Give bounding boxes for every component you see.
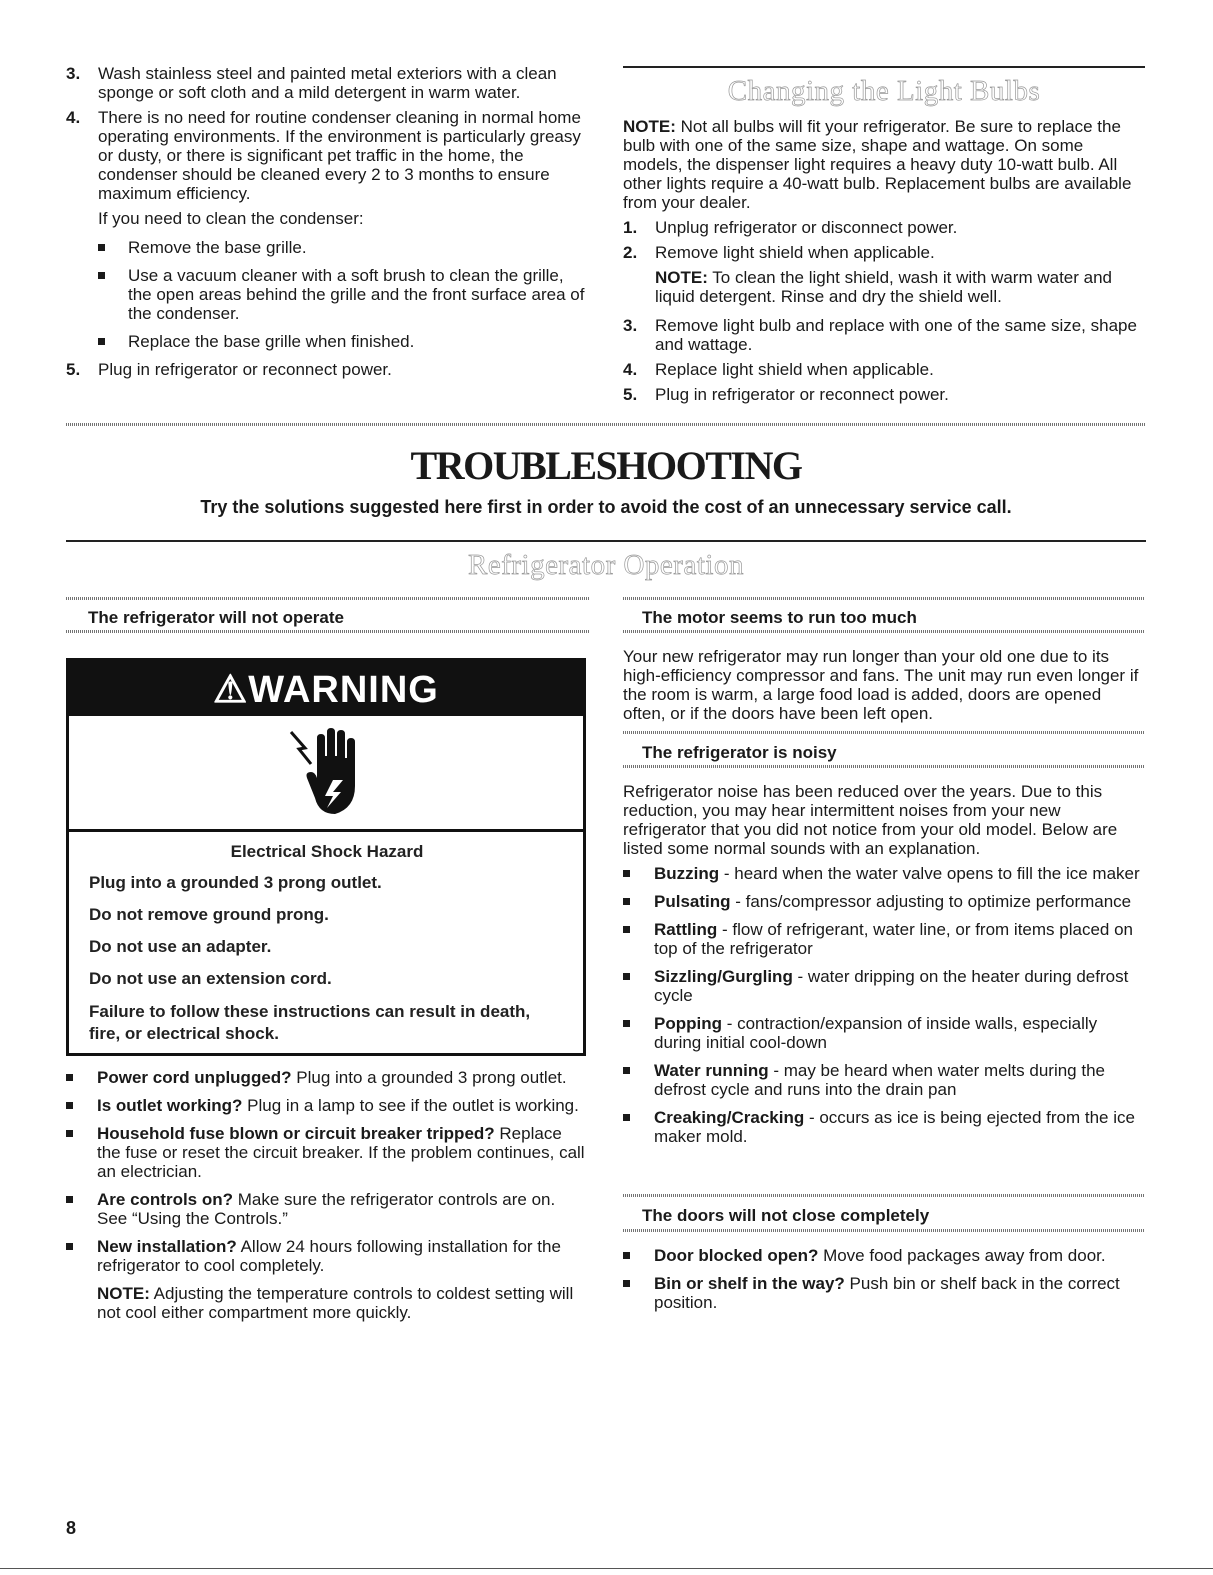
list-item: Creaking/Cracking - occurs as ice is being ejected from the ice maker mold. <box>623 1108 1145 1146</box>
list-item: Is outlet working? Plug in a lamp to see if the outlet is working. <box>66 1096 590 1115</box>
dotted-divider <box>623 765 1145 768</box>
refrigerator-operation-heading: Refrigerator Operation <box>468 549 744 581</box>
list-item: Rattling - flow of refrigerant, water line, or from items placed on top of the refrigerator <box>623 920 1145 958</box>
list-item: Remove the base grille. <box>98 238 590 257</box>
warning-box <box>66 658 586 1056</box>
bullet-square-icon <box>98 338 105 345</box>
list-item: Sizzling/Gurgling - water dripping on the heater during defrost cycle <box>623 967 1145 1005</box>
warning-line: Do not use an adapter. <box>89 937 272 956</box>
dotted-divider <box>66 597 590 600</box>
list-item: Use a vacuum cleaner with a soft brush to clean the grille, the open areas behind the grille and the front surface area of the condenser. <box>98 266 590 323</box>
bulb-step-3: 3. Remove light bulb and replace with one of the same size, shape and wattage. <box>623 316 1137 354</box>
bullet-square-icon <box>623 1252 630 1259</box>
condenser-bullets <box>66 238 590 351</box>
bullet-square-icon <box>623 898 630 905</box>
bullet-square-icon <box>66 1102 73 1109</box>
light-note: NOTE: Not all bulbs will fit your refrigerator. Be sure to replace the bulb with one of the same size, shape and wattage. On some models, the dispenser light requires a heavy duty 10-watt bulb. All other lights require a 40-watt bulb. Replacement bulbs are available from your dealer. <box>623 117 1132 212</box>
bullet-square-icon <box>623 1067 630 1074</box>
noisy-section <box>623 782 1145 1155</box>
condenser-instructions <box>66 64 590 385</box>
list-item: Water running - may be heard when water melts during the defrost cycle and runs into the drain pan <box>623 1061 1145 1099</box>
list-item: Are controls on? Make sure the refrigerator controls are on. See “Using the Controls.” <box>66 1190 590 1228</box>
warning-line: Failure to follow these instructions can result in death, fire, or electrical shock. <box>89 1002 531 1043</box>
warning-image-area <box>69 716 583 829</box>
noisy-text: Refrigerator noise has been reduced over the years. Due to this reduction, you may hear intermittent noises from your new refrigerator that you did not notice from your old model. Below are listed some normal sounds with an explanation. <box>623 782 1118 858</box>
list-item: Pulsating - fans/compressor adjusting to optimize performance <box>623 892 1145 911</box>
warning-text-area <box>69 829 583 1045</box>
page-subtitle: Try the solutions suggested here first in order to avoid the cost of an unnecessary service call. <box>200 497 1012 517</box>
shock-hand-icon <box>289 728 369 818</box>
bullet-square-icon <box>98 244 105 251</box>
hazard-title: Electrical Shock Hazard <box>230 842 424 861</box>
doors-section <box>623 1246 1145 1321</box>
dotted-divider <box>623 630 1145 633</box>
list-item: Replace the base grille when finished. <box>98 332 590 351</box>
dotted-divider <box>623 731 1145 734</box>
page-title: TROUBLESHOOTING <box>410 443 802 488</box>
bullet-square-icon <box>623 1280 630 1287</box>
dotted-divider <box>623 597 1145 600</box>
warning-triangle-icon: ⚠ <box>213 669 249 711</box>
step-3: 3. Wash stainless steel and painted metal exteriors with a clean sponge or soft cloth and a mild detergent in warm water. <box>66 64 557 102</box>
if-clean-text: If you need to clean the condenser: <box>98 209 364 228</box>
bullet-square-icon <box>66 1196 73 1203</box>
light-bulbs-section <box>623 117 1145 410</box>
controls-note: NOTE: Adjusting the temperature controls to coldest setting will not cool either compartment more quickly. <box>97 1284 574 1322</box>
dotted-divider <box>66 630 590 633</box>
not-operate-heading: The refrigerator will not operate <box>88 608 344 627</box>
bulb-step-1: 1. Unplug refrigerator or disconnect power. <box>623 218 958 237</box>
bullet-square-icon <box>623 973 630 980</box>
dotted-divider <box>66 423 1146 426</box>
step-4: 4. There is no need for routine condenser cleaning in normal home operating environments. If the environment is particularly greasy or dusty, or there is significant pet traffic in the home, the condenser should be cleaned every 2 to 3 months to ensure maximum efficiency. <box>66 108 581 203</box>
bullet-square-icon <box>66 1074 73 1081</box>
bullet-square-icon <box>623 1020 630 1027</box>
warning-banner: ⚠WARNING <box>69 661 583 716</box>
bullet-square-icon <box>623 870 630 877</box>
section-rule <box>623 66 1145 68</box>
list-item: Door blocked open? Move food packages away from door. <box>623 1246 1145 1265</box>
step-5: 5. Plug in refrigerator or reconnect power. <box>66 360 392 379</box>
dotted-divider <box>623 1194 1145 1197</box>
light-shield-note: NOTE: To clean the light shield, wash it with warm water and liquid detergent. Rinse and dry the shield well. <box>655 268 1112 306</box>
dotted-divider <box>623 1229 1145 1232</box>
section-rule <box>66 540 1146 542</box>
warning-line: Plug into a grounded 3 prong outlet. <box>89 873 382 892</box>
list-item: Buzzing - heard when the water valve opens to fill the ice maker <box>623 864 1145 883</box>
bullet-square-icon <box>623 1114 630 1121</box>
bulb-step-2: 2. Remove light shield when applicable. <box>623 243 935 262</box>
page-number: 8 <box>66 1518 77 1538</box>
list-item: New installation? Allow 24 hours following installation for the refrigerator to cool completely. <box>66 1237 590 1275</box>
bulb-step-4: 4. Replace light shield when applicable. <box>623 360 934 379</box>
noisy-heading: The refrigerator is noisy <box>642 743 837 762</box>
list-item: Bin or shelf in the way? Push bin or shelf back in the correct position. <box>623 1274 1145 1312</box>
doors-heading: The doors will not close completely <box>642 1206 930 1225</box>
motor-heading: The motor seems to run too much <box>642 608 917 627</box>
motor-text: Your new refrigerator may run longer than your old one due to its high-efficiency compressor and fans. The unit may run even longer if the room is warm, a large food load is added, doors are opened often, or if the doors have been left open. <box>623 647 1139 723</box>
list-item: Popping - contraction/expansion of inside walls, especially during initial cool-down <box>623 1014 1145 1052</box>
list-item: Power cord unplugged? Plug into a grounded 3 prong outlet. <box>66 1068 590 1087</box>
bullet-square-icon <box>98 272 105 279</box>
bullet-square-icon <box>623 926 630 933</box>
page-bottom-edge <box>0 1568 1213 1569</box>
not-operate-checklist <box>66 1068 590 1322</box>
list-item: Household fuse blown or circuit breaker tripped? Replace the fuse or reset the circuit breaker. If the problem continues, call an electrician. <box>66 1124 590 1181</box>
warning-line: Do not use an extension cord. <box>89 969 332 988</box>
bullet-square-icon <box>66 1243 73 1250</box>
light-bulbs-heading: Changing the Light Bulbs <box>727 75 1041 107</box>
bullet-square-icon <box>66 1130 73 1137</box>
bulb-step-5: 5. Plug in refrigerator or reconnect power. <box>623 385 949 404</box>
warning-line: Do not remove ground prong. <box>89 905 329 924</box>
